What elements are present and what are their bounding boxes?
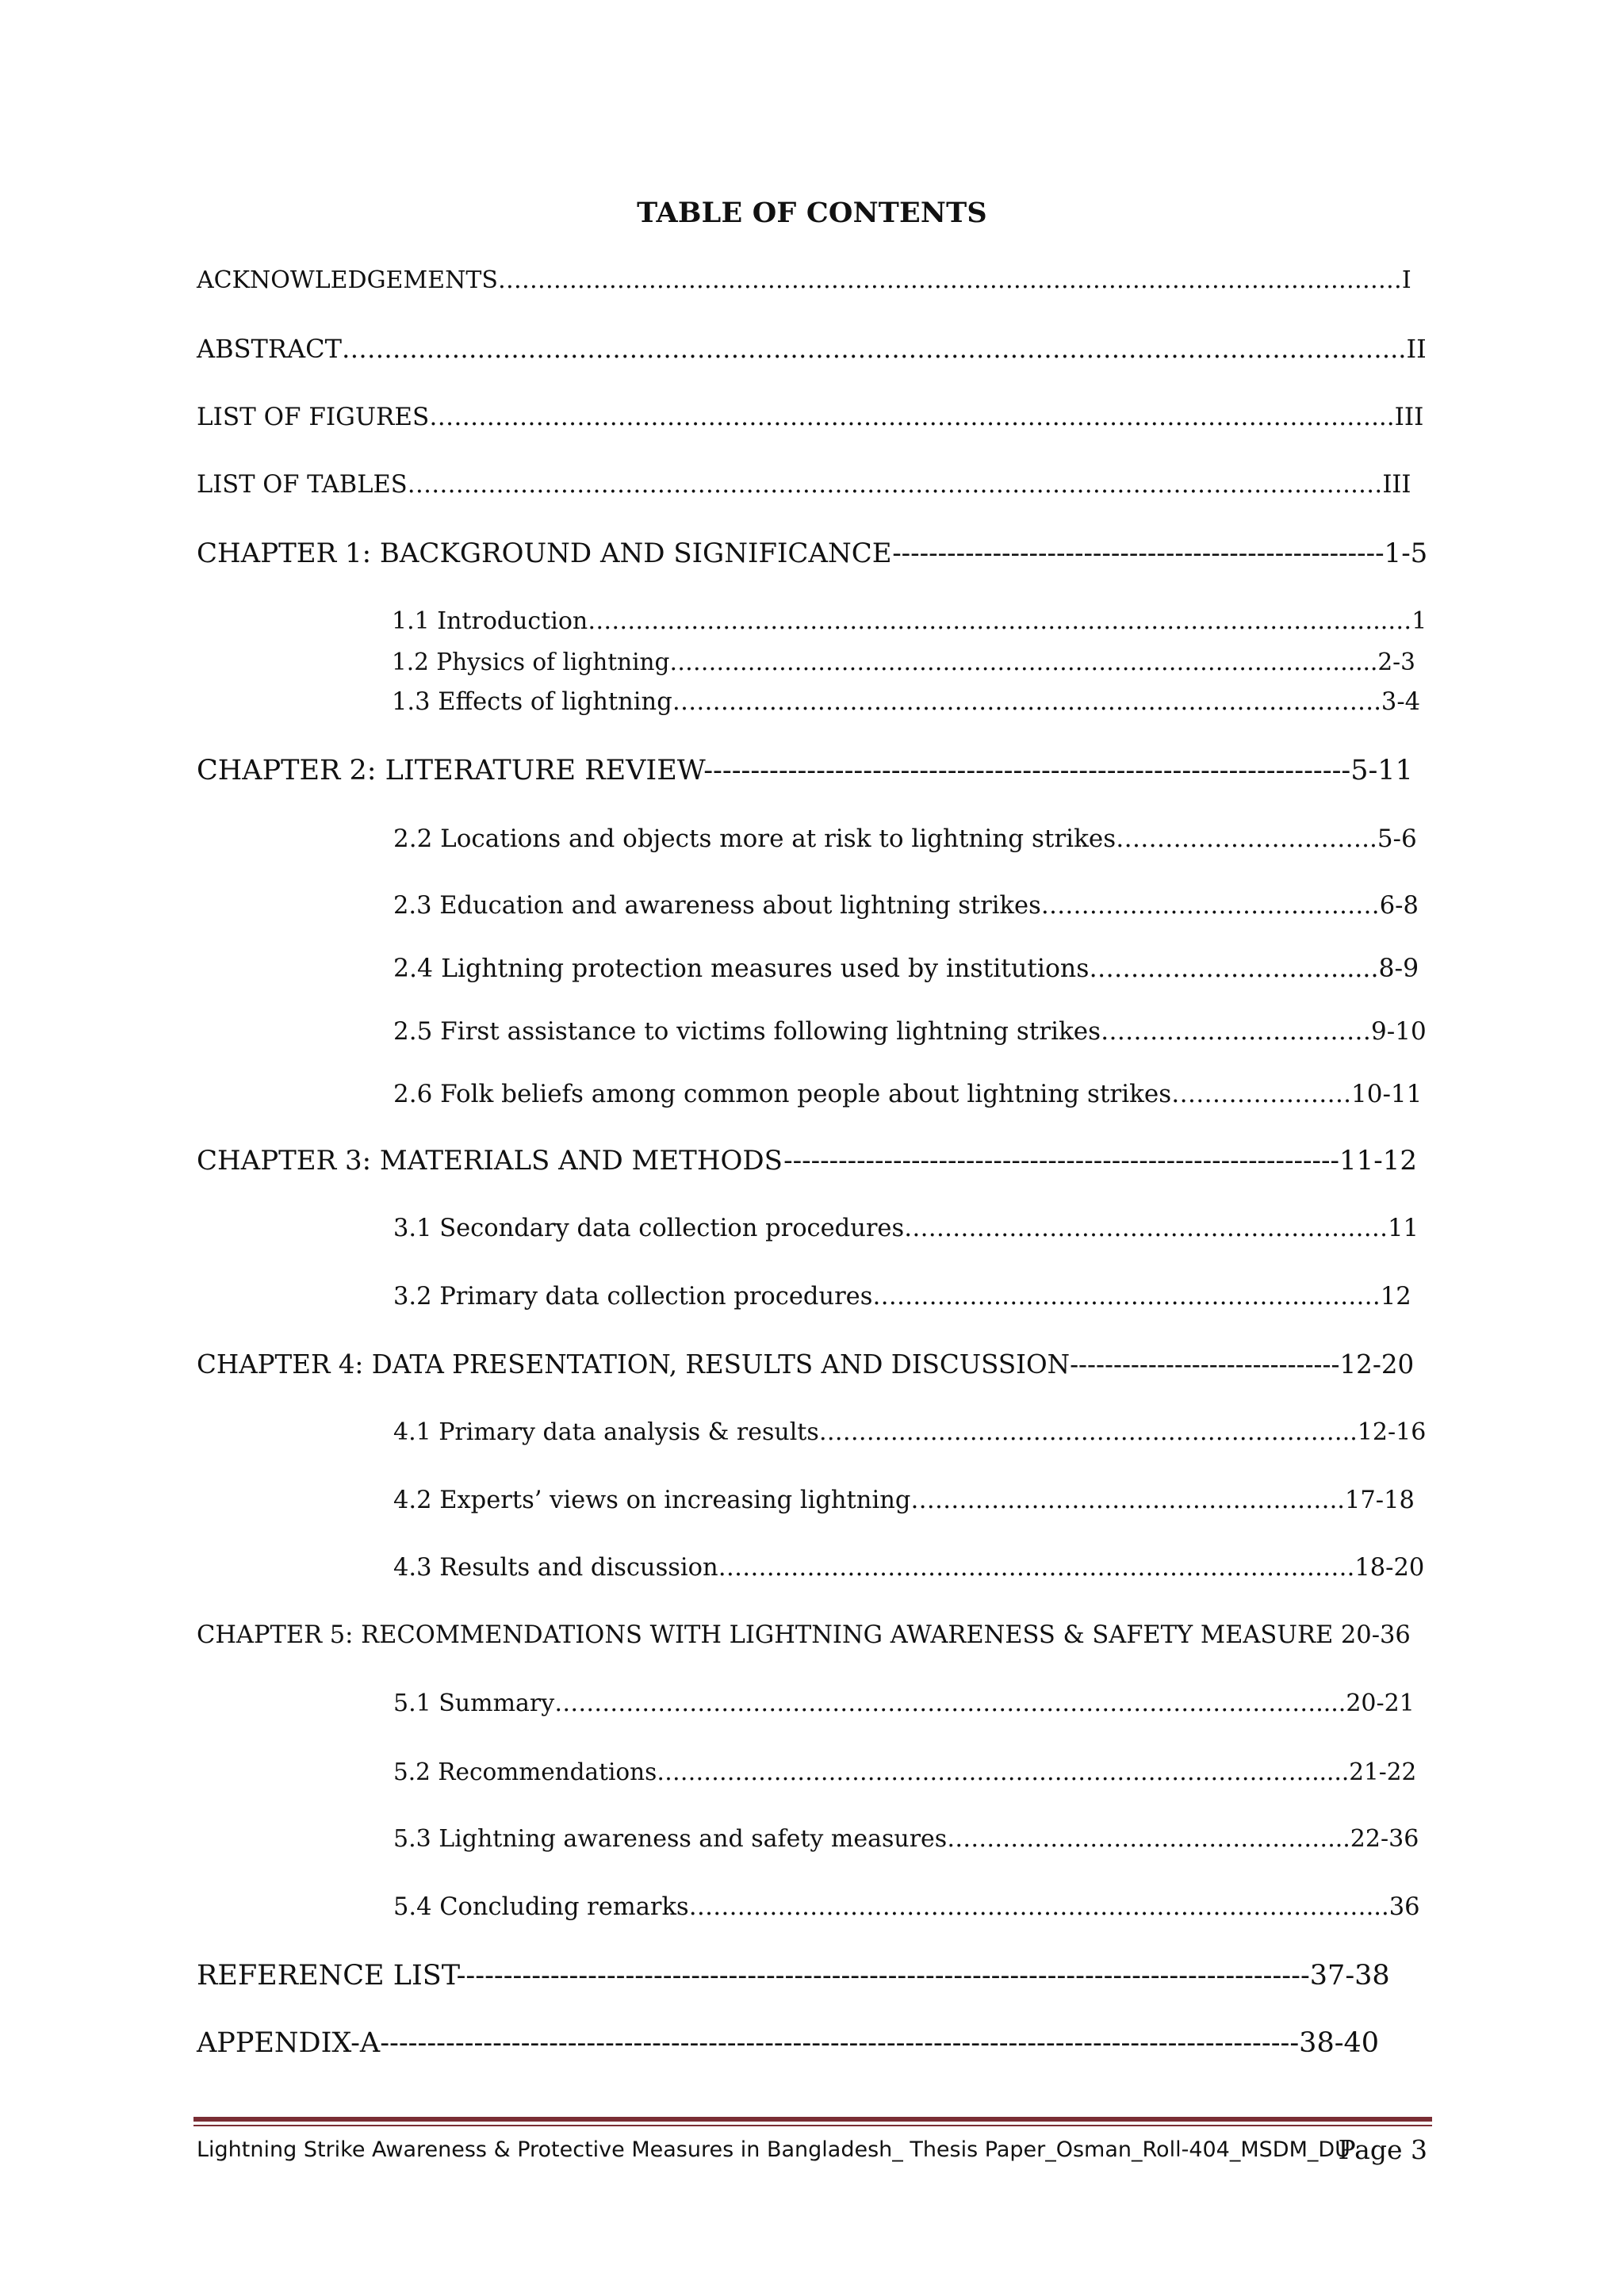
toc-entry-1-2: 1.2 Physics of lightning……………………………………………………………………………....2-3	[392, 649, 1415, 675]
toc-entry-2-2: 2.2 Locations and objects more at risk to lightning strikes…………………………..5-6	[393, 825, 1417, 853]
toc-entry-5-1: 5.1 Summary……………………………………………………………………………………....20-21	[393, 1689, 1415, 1717]
toc-entry-2-3: 2.3 Education and awareness about lightning strikes……………………………………6-8	[393, 892, 1419, 920]
toc-entry-appendix-a: APPENDIX-A--------------------------------------------------------------------------------------------------38-40	[197, 2027, 1380, 2059]
footer-title: Lightning Strike Awareness & Protective Measures in Bangladesh_ Thesis Paper_Osman_Roll-404_MSDM_DU	[197, 2137, 1350, 2162]
toc-entry-chapter-4: CHAPTER 4: DATA PRESENTATION, RESULTS AND DISCUSSION-------------------------------12-20	[197, 1349, 1415, 1380]
toc-entry-2-6: 2.6 Folk beliefs among common people about lightning strikes………………….10-11	[393, 1080, 1423, 1108]
toc-entry-chapter-1: CHAPTER 1: BACKGROUND AND SIGNIFICANCE------------------------------------------------------1-5	[197, 538, 1428, 569]
toc-entry-chapter-2: CHAPTER 2: LITERATURE REVIEW---------------------------------------------------------------------5-11	[197, 755, 1413, 786]
toc-title: TABLE OF CONTENTS	[637, 197, 987, 229]
toc-entry-4-2: 4.2 Experts’ views on increasing lightning………….…………………………………..17-18	[393, 1487, 1415, 1514]
toc-entry-3-2: 3.2 Primary data collection procedures………………………………………………………12	[393, 1283, 1411, 1311]
toc-entry-list-of-tables: LIST OF TABLES……………………………………………………………………………………………………….…III	[197, 471, 1411, 499]
toc-entry-1-3: 1.3 Effects of lightning…………………………………………………………………………….3-4	[392, 688, 1421, 716]
toc-entry-1-1: 1.1 Introduction………………………………………………………………………………………..…1	[392, 607, 1427, 635]
toc-entry-acknowledgements: ACKNOWLEDGEMENTS……………………………………………………………………………………………………I	[197, 266, 1411, 294]
toc-entry-2-5: 2.5 First assistance to victims following lightning strikes……………………………9-10	[393, 1017, 1427, 1046]
toc-entry-list-of-figures: LIST OF FIGURES………………………………………………………………………………………………….…...III	[197, 403, 1424, 431]
toc-entry-3-1: 3.1 Secondary data collection procedures……………………………………………………11	[393, 1215, 1419, 1242]
toc-entry-4-3: 4.3 Results and discussion…………………………………………………………………….18-20	[393, 1554, 1425, 1582]
toc-entry-4-1: 4.1 Primary data analysis & results…………………………………………………………..12-16	[393, 1418, 1427, 1446]
toc-entry-chapter-3: CHAPTER 3: MATERIALS AND METHODS-------------------------------------------------------------11-12	[197, 1145, 1417, 1177]
toc-entry-2-4: 2.4 Lightning protection measures used by institutions………………………….....8-9	[393, 955, 1419, 983]
toc-entry-abstract: ABSTRACT……………………………………………………………………………………………………………...II	[197, 334, 1427, 364]
toc-entry-chapter-5: CHAPTER 5: RECOMMENDATIONS WITH LIGHTNING AWARENESS & SAFETY MEASURE 20-36	[197, 1621, 1411, 1649]
toc-entry-reference-list: REFERENCE LIST-------------------------------------------------------------------------------------------37-38	[197, 1960, 1390, 1992]
toc-entry-5-4: 5.4 Concluding remarks…………………………………………………………………………...36	[393, 1893, 1420, 1921]
toc-entry-5-2: 5.2 Recommendations………………………………………………………………………….....21-22	[393, 1758, 1417, 1785]
footer-divider-thick	[193, 2117, 1432, 2122]
page-number: Page 3	[1338, 2134, 1427, 2165]
footer-divider-thin	[193, 2125, 1432, 2126]
toc-entry-5-3: 5.3 Lightning awareness and safety measures…………………………………………...22-36	[393, 1825, 1419, 1853]
